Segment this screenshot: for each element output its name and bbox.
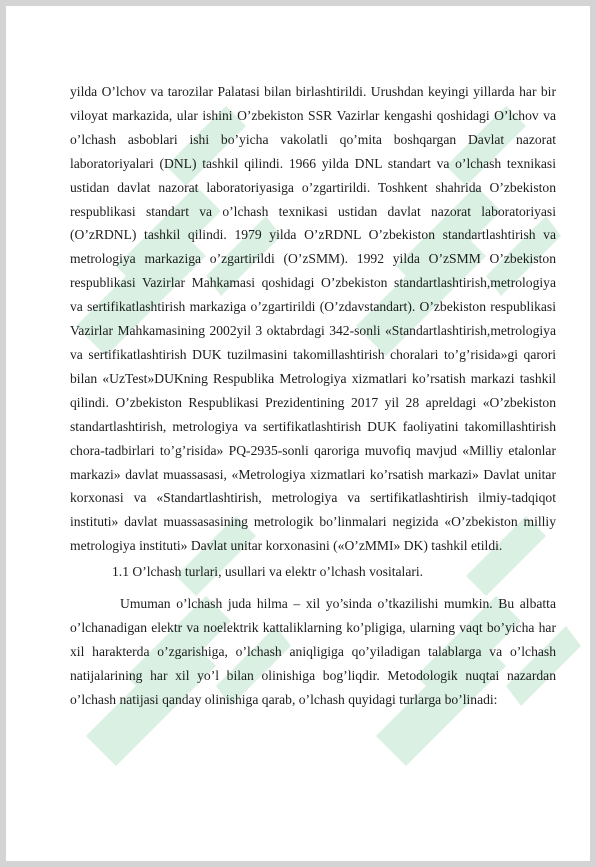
section-heading: 1.1 O’lchash turlari, usullari va elektr o’lchash vositalari. [112, 564, 424, 580]
document-page [6, 6, 590, 861]
body-paragraph: Umuman o’lchash juda hilma – xil yo’sinda o’tkazilishi mumkin. Bu albatta o’lchanadigan elektr va noelektrik kattaliklarning ko’pligiga, ularning vaqt bo’yicha har xil harakterda o’zgarishiga, o’lchash aniqligiga qo’yiladigan talablarga va o’lchash natijalarining har xil yo’l bilan olinishiga bog’liqdir. Metodologik nuqtai nazardan o’lchash natijasi qanday olinishiga qarab, o’lchash quyidagi turlarga bo’linadi: [70, 596, 556, 707]
body-paragraph: yilda O’lchov va tarozilar Palatasi bilan birlashtirildi. Urushdan keyingi yillarda har bir viloyat markazida, ular ishini O’zbekiston SSR Vazirlar kengashi qoshidagi O’lchov va o’lchash asboblari ishi bo’yicha vakolatli qo’mita boshqargan Davlat nazorat laboratoriyalari (DNL) tashkil qilindi. 1966 yilda DNL standart va o’lchash texnikasi ustidan davlat nazorat laboratoriyasiga o’zgartirildi. Toshkent shahrida O’zbekiston respublikasi standart va o’lchash texnikasi ustidan davlat nazorat laboratoriyasi (O’zRDNL) tashkil qilindi. 1979 yilda O’zRDNL O’zbekiston standartlashtirish va metrologiya markaziga o’zgartirildi (O’zSMM). 1992 yilda O’zSMM O’zbekiston respublikasi Vazirlar Mahkamasi qoshidagi O’zbekiston standartlashtirish,metrologiya va sertifikatlashtirish markaziga o’zgartirildi (O’zdavstandart). O’zbekiston respublikasi Vazirlar Mahkamasining 2002yil 3 oktabrdagi 342-sonli «Standartlashtirish,metrologiya va sertifikatlashtirish DUK tuzilmasini takomillashtirish choralari to’g’risida»gi qarori bilan «UzTest»DUKning Respublika Metrologiya xizmatlari ko’rsatish markazi tashkil qilindi. O’zbekiston Respublikasi Prezidentining 2017 yil 28 apreldagi «O’zbekiston standartlashtirish, metrologiya va sertifikatlashtirish DUK faoliyatini takomillashtirish chora-tadbirlari to’g’risida» PQ-2935-sonli qaroriga muvofiq mavjud «Milliy etalonlar markazi» davlat muassasasi, «Metrologiya xizmatlari ko’rsatish markazi» Davlat unitar korxonasi va «Standartlashtirish, metrologiya va sertifikatlashtirish ilmiy-tadqiqot instituti» davlat muassasasining metrologik bo’linmalari negizida «O’zbekiston milliy metrologiya instituti» Davlat unitar korxonasini («O’zMMI» DK) tashkil etildi. [70, 84, 556, 554]
page-content [70, 80, 556, 712]
